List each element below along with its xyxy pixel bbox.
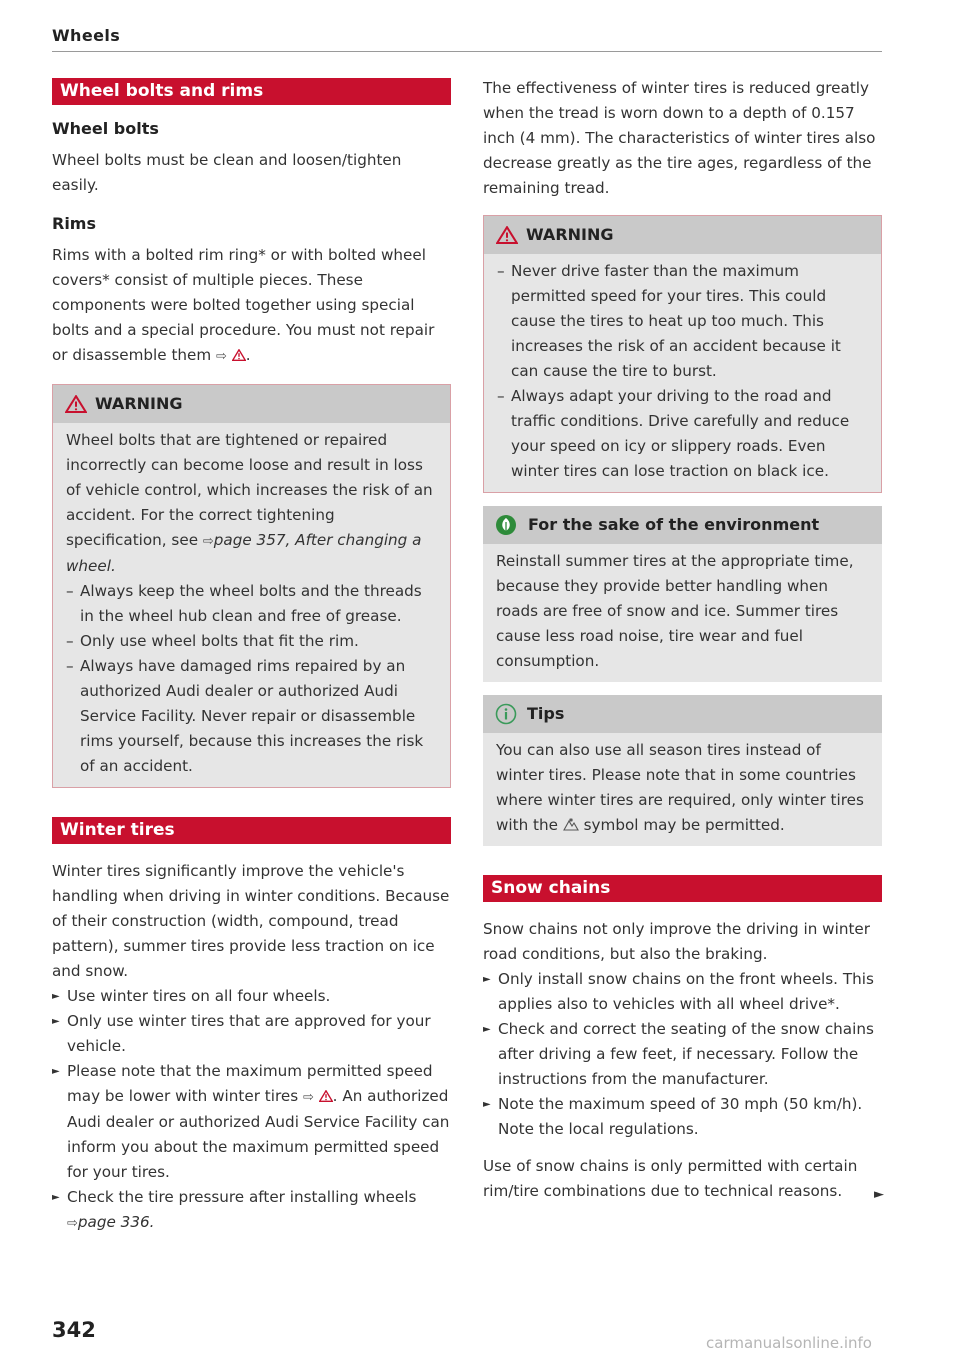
warning-intro-text: Wheel bolts that are tightened or repaired incorrectly can become loose and result in loss of vehicle control, which increases the risk of an accident. For the correct tightening specification, see xyxy=(66,431,433,549)
environment-note-body xyxy=(483,544,882,682)
list-item: – Always adapt your driving to the road and traffic conditions. Drive carefully and reduce your speed on icy or slippery roads. Even winter tires can lose traction on black ice. xyxy=(497,384,869,484)
tips-text-a: You can also use all season tires instead of winter tires. Please note that in some countries where winter tires are required, only winter tires with the xyxy=(496,741,864,834)
list-item-text: Please note that the maximum permitted speed may be lower with winter tires xyxy=(67,1062,433,1105)
list-item: – Always keep the wheel bolts and the threads in the wheel hub clean and free of grease. xyxy=(66,579,438,629)
environment-note-box xyxy=(483,506,882,682)
warning-list xyxy=(66,579,438,779)
warning-triangle-icon xyxy=(232,349,246,361)
warning-title: WARNING xyxy=(95,394,183,413)
winter-continued-paragraph: The effectiveness of winter tires is reduced greatly when the tread is worn down to a depth of 0.157 inch (4 mm). The characteristics of winter tires also decrease greatly as the tire ages, regardless of the remaining tread. xyxy=(483,79,876,197)
list-item-text: Check the tire pressure after installing wheels xyxy=(67,1188,417,1206)
list-item xyxy=(52,1185,451,1236)
warning-list xyxy=(497,259,869,484)
list-item: – Only use wheel bolts that fit the rim. xyxy=(66,629,438,654)
tips-text xyxy=(496,738,870,838)
page-number: 342 xyxy=(52,1318,96,1342)
reference-arrow-icon: ⇨ xyxy=(216,349,227,364)
winter-intro-paragraph: Winter tires significantly improve the vehicle's handling when driving in winter conditions. Because of their construction (width, compound, tread pattern), summer tires provide less traction on ice and snow. xyxy=(52,862,450,980)
reference-arrow-icon: ⇨ xyxy=(202,534,214,549)
list-item: ► Note the maximum speed of 30 mph (50 km/h). Note the local regulations. xyxy=(483,1092,882,1142)
snow-chains-intro: Snow chains not only improve the driving in winter road conditions, but also the braking. xyxy=(483,920,870,963)
warning-intro xyxy=(66,428,438,579)
wheel-bolts-paragraph: Wheel bolts must be clean and loosen/tighten easily. xyxy=(52,151,402,194)
snow-chains-outro: Use of snow chains is only permitted with certain rim/tire combinations due to technical reasons. xyxy=(483,1157,858,1200)
list-item: – Always have damaged rims repaired by an authorized Audi dealer or authorized Audi Service Facility. Never repair or disassemble rims yourself, because this increases the risk of an accident. xyxy=(66,654,438,779)
list-item: ► Check and correct the seating of the snow chains after driving a few feet, if necessary. Follow the instructions from the manufacturer. xyxy=(483,1017,882,1092)
continue-arrow-icon: ► xyxy=(874,1187,884,1202)
section-heading-winter-tires: Winter tires xyxy=(52,817,451,844)
rims-text-end: . xyxy=(245,346,251,364)
list-item: ► Only install snow chains on the front wheels. This applies also to vehicles with all wheel drive*. xyxy=(483,967,882,1017)
header-rule xyxy=(52,51,882,52)
subheading-rims: Rims xyxy=(52,214,96,233)
tips-title: Tips xyxy=(527,704,565,723)
environment-note-header xyxy=(483,506,882,544)
warning-box-wheel-bolts xyxy=(52,384,451,788)
page-reference-link[interactable]: page 357, After changing a wheel. xyxy=(66,531,422,575)
list-item-text: . An authorized Audi dealer or authorized Audi Service Facility can inform you about the maximum permitted speed for your tires. xyxy=(67,1087,450,1181)
tips-box xyxy=(483,695,882,846)
environment-note-title: For the sake of the environment xyxy=(528,515,820,534)
section-heading-wheel-bolts-rims: Wheel bolts and rims xyxy=(52,78,451,105)
info-icon xyxy=(495,703,517,725)
warning-box-body xyxy=(53,423,450,787)
subheading-wheel-bolts: Wheel bolts xyxy=(52,119,159,138)
watermark: carmanualsonline.info xyxy=(706,1334,872,1352)
reference-arrow-icon: ⇨ xyxy=(67,1216,78,1231)
leaf-environment-icon xyxy=(495,514,517,536)
tips-body xyxy=(483,733,882,846)
tips-header xyxy=(483,695,882,733)
warning-title: WARNING xyxy=(526,225,614,244)
warning-box-winter-tires xyxy=(483,215,882,493)
running-header: Wheels xyxy=(52,26,121,45)
list-item: ► Use winter tires on all four wheels. xyxy=(52,984,451,1009)
warning-triangle-icon xyxy=(496,226,518,244)
left-column xyxy=(52,78,451,1236)
right-column xyxy=(483,78,882,1204)
winter-tires-list xyxy=(52,984,451,1236)
list-item: ► Only use winter tires that are approved for your vehicle. xyxy=(52,1009,451,1059)
section-heading-snow-chains: Snow chains xyxy=(483,875,882,902)
list-item xyxy=(52,1059,451,1185)
warning-box-header xyxy=(53,385,450,423)
snowflake-mountain-icon xyxy=(563,817,579,831)
warning-box-body xyxy=(484,254,881,492)
rims-text: Rims with a bolted rim ring* or with bolted wheel covers* consist of multiple pieces. These components were bolted together using special bolts and a special procedure. You must not repair or disassemble them xyxy=(52,246,435,364)
tips-text-b: symbol may be permitted. xyxy=(583,816,785,834)
list-item: – Never drive faster than the maximum permitted speed for your tires. This could cause the tires to heat up too much. This increases the risk of an accident because it can cause the tire to burst. xyxy=(497,259,869,384)
environment-note-text: Reinstall summer tires at the appropriate time, because they provide better handling when roads are free of snow and ice. Summer tires cause less road noise, tire wear and fuel consumption. xyxy=(496,552,854,670)
rims-paragraph xyxy=(52,243,451,369)
reference-arrow-icon: ⇨ xyxy=(302,1090,314,1105)
snow-chains-list xyxy=(483,967,882,1142)
page-reference-link[interactable]: page 336. xyxy=(77,1213,155,1231)
warning-triangle-icon xyxy=(65,395,87,413)
warning-box-header xyxy=(484,216,881,254)
warning-triangle-icon xyxy=(319,1090,333,1102)
snow-chains-outro-wrap xyxy=(483,1154,882,1204)
